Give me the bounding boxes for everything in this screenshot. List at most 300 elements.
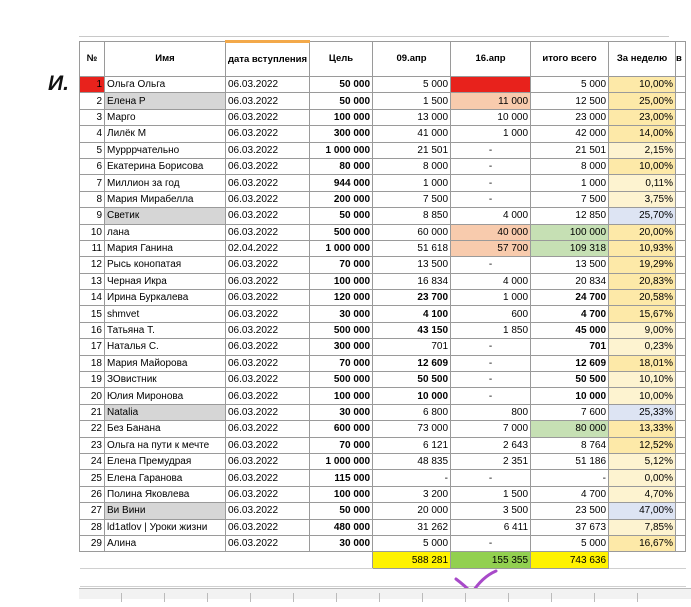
row-extra[interactable] [676, 77, 686, 93]
row-apr16[interactable]: - [451, 339, 531, 355]
row-extra[interactable] [676, 273, 686, 289]
row-week-pct[interactable]: 25,33% [609, 404, 676, 420]
row-week-pct[interactable]: 23,00% [609, 109, 676, 125]
left-label: И. [48, 72, 69, 95]
row-extra[interactable] [676, 535, 686, 551]
row-apr09[interactable]: 6 121 [373, 437, 451, 453]
row-goal[interactable]: 100 000 [310, 486, 373, 502]
row-goal[interactable]: 1 000 000 [310, 240, 373, 256]
row-extra[interactable] [676, 470, 686, 486]
row-goal[interactable]: 200 000 [310, 191, 373, 207]
row-goal[interactable]: 50 000 [310, 77, 373, 93]
row-goal[interactable]: 100 000 [310, 109, 373, 125]
row-apr09[interactable]: 1 000 [373, 175, 451, 191]
row-apr09[interactable]: 51 618 [373, 240, 451, 256]
row-extra[interactable] [676, 257, 686, 273]
row-number[interactable]: 21 [80, 404, 105, 420]
table-row [80, 142, 686, 158]
row-week-pct[interactable]: 19,29% [609, 257, 676, 273]
row-name[interactable]: Алина [105, 535, 226, 551]
row-goal[interactable]: 100 000 [310, 273, 373, 289]
row-apr16[interactable]: 4 000 [451, 208, 531, 224]
row-apr16[interactable]: - [451, 142, 531, 158]
row-week-pct[interactable]: 20,00% [609, 224, 676, 240]
row-date[interactable]: 06.03.2022 [226, 158, 310, 174]
row-week-pct[interactable]: 3,75% [609, 191, 676, 207]
row-total[interactable]: - [531, 470, 609, 486]
row-goal[interactable]: 100 000 [310, 388, 373, 404]
row-total[interactable]: 4 700 [531, 486, 609, 502]
row-apr09[interactable]: 20 000 [373, 503, 451, 519]
header-name[interactable]: Имя [105, 42, 226, 77]
row-number[interactable]: 6 [80, 158, 105, 174]
table-row [80, 93, 686, 109]
row-week-pct[interactable]: 25,70% [609, 208, 676, 224]
row-date[interactable]: 06.03.2022 [226, 93, 310, 109]
row-number[interactable]: 25 [80, 470, 105, 486]
table-row [80, 322, 686, 338]
row-total[interactable]: 5 000 [531, 77, 609, 93]
row-goal[interactable]: 70 000 [310, 437, 373, 453]
row-apr09[interactable]: 12 609 [373, 355, 451, 371]
row-apr09[interactable]: 23 700 [373, 290, 451, 306]
row-extra[interactable] [676, 142, 686, 158]
row-date[interactable]: 06.03.2022 [226, 421, 310, 437]
row-name[interactable]: Ви Вини [105, 503, 226, 519]
row-apr16[interactable]: 57 700 [451, 240, 531, 256]
table-row [80, 339, 686, 355]
row-number[interactable]: 12 [80, 257, 105, 273]
row-date[interactable]: 06.03.2022 [226, 126, 310, 142]
row-extra[interactable] [676, 322, 686, 338]
row-date[interactable]: 06.03.2022 [226, 77, 310, 93]
row-goal[interactable]: 30 000 [310, 535, 373, 551]
row-name[interactable]: Елена Гаранова [105, 470, 226, 486]
row-name[interactable]: Ольга на пути к мечте [105, 437, 226, 453]
row-number[interactable]: 20 [80, 388, 105, 404]
row-week-pct[interactable]: 2,15% [609, 142, 676, 158]
row-date[interactable]: 06.03.2022 [226, 142, 310, 158]
row-apr09[interactable]: 31 262 [373, 519, 451, 535]
row-name[interactable]: ЗОвистник [105, 372, 226, 388]
row-number[interactable]: 19 [80, 372, 105, 388]
row-date[interactable]: 06.03.2022 [226, 470, 310, 486]
row-extra[interactable] [676, 126, 686, 142]
row-name[interactable]: Ирина Буркалева [105, 290, 226, 306]
row-name[interactable]: Natalia [105, 404, 226, 420]
row-date[interactable]: 06.03.2022 [226, 372, 310, 388]
row-total[interactable]: 80 000 [531, 421, 609, 437]
row-week-pct[interactable]: 10,93% [609, 240, 676, 256]
row-total[interactable]: 42 000 [531, 126, 609, 142]
row-date[interactable]: 02.04.2022 [226, 240, 310, 256]
row-date[interactable]: 06.03.2022 [226, 503, 310, 519]
row-name[interactable]: Лилёк М [105, 126, 226, 142]
row-date[interactable]: 06.03.2022 [226, 208, 310, 224]
row-date[interactable]: 06.03.2022 [226, 339, 310, 355]
row-apr09[interactable]: 8 850 [373, 208, 451, 224]
header-apr16[interactable]: 16.апр [451, 42, 531, 77]
row-apr09[interactable]: 73 000 [373, 421, 451, 437]
row-goal[interactable]: 70 000 [310, 257, 373, 273]
row-week-pct[interactable]: 15,67% [609, 306, 676, 322]
row-goal[interactable]: 300 000 [310, 126, 373, 142]
row-total[interactable]: 701 [531, 339, 609, 355]
row-number[interactable]: 16 [80, 322, 105, 338]
row-week-pct[interactable]: 4,70% [609, 486, 676, 502]
row-goal[interactable]: 500 000 [310, 372, 373, 388]
row-number[interactable]: 24 [80, 453, 105, 469]
row-week-pct[interactable]: 9,00% [609, 322, 676, 338]
row-total[interactable]: 7 600 [531, 404, 609, 420]
row-name[interactable]: Мария Майорова [105, 355, 226, 371]
row-apr16[interactable]: 11 000 [451, 93, 531, 109]
row-total[interactable]: 23 500 [531, 503, 609, 519]
row-name[interactable]: Марго [105, 109, 226, 125]
row-apr16[interactable]: 2 351 [451, 453, 531, 469]
row-apr09[interactable]: 701 [373, 339, 451, 355]
row-extra[interactable] [676, 503, 686, 519]
row-goal[interactable]: 80 000 [310, 158, 373, 174]
row-extra[interactable] [676, 339, 686, 355]
row-apr16[interactable]: 1 000 [451, 126, 531, 142]
row-apr16[interactable]: - [451, 158, 531, 174]
row-total[interactable]: 12 850 [531, 208, 609, 224]
row-apr16[interactable]: 1 500 [451, 486, 531, 502]
totals-row [80, 552, 686, 568]
row-number[interactable]: 8 [80, 191, 105, 207]
row-goal[interactable]: 120 000 [310, 290, 373, 306]
blank-row [80, 568, 686, 586]
row-date[interactable]: 06.03.2022 [226, 355, 310, 371]
row-name[interactable]: Юлия Миронова [105, 388, 226, 404]
row-apr09[interactable]: 10 000 [373, 388, 451, 404]
row-apr16[interactable]: - [451, 355, 531, 371]
row-extra[interactable] [676, 404, 686, 420]
row-goal[interactable]: 70 000 [310, 355, 373, 371]
row-number[interactable]: 15 [80, 306, 105, 322]
row-date[interactable]: 06.03.2022 [226, 322, 310, 338]
row-apr09[interactable]: 13 500 [373, 257, 451, 273]
row-apr09[interactable]: 4 100 [373, 306, 451, 322]
row-week-pct[interactable]: 13,33% [609, 421, 676, 437]
table-row [80, 240, 686, 256]
row-number[interactable]: 27 [80, 503, 105, 519]
row-extra[interactable] [676, 519, 686, 535]
row-name[interactable]: Мария Ганина [105, 240, 226, 256]
row-name[interactable]: Мария Мирабелла [105, 191, 226, 207]
row-apr16[interactable]: 10 000 [451, 109, 531, 125]
total-apr16[interactable]: 155 355 [451, 552, 531, 568]
row-name[interactable]: Татьяна Т. [105, 322, 226, 338]
table-row [80, 175, 686, 191]
row-extra[interactable] [676, 388, 686, 404]
row-number[interactable]: 5 [80, 142, 105, 158]
table-row [80, 503, 686, 519]
row-name[interactable]: shmvet [105, 306, 226, 322]
row-total[interactable]: 100 000 [531, 224, 609, 240]
spreadsheet [79, 40, 686, 587]
row-week-pct[interactable]: 18,01% [609, 355, 676, 371]
row-apr16[interactable]: 1 000 [451, 290, 531, 306]
row-date[interactable]: 06.03.2022 [226, 535, 310, 551]
row-total[interactable]: 8 764 [531, 437, 609, 453]
row-date[interactable]: 06.03.2022 [226, 290, 310, 306]
row-total[interactable]: 12 500 [531, 93, 609, 109]
row-date[interactable]: 06.03.2022 [226, 388, 310, 404]
row-number[interactable]: 10 [80, 224, 105, 240]
row-apr09[interactable]: 21 501 [373, 142, 451, 158]
row-date[interactable]: 06.03.2022 [226, 257, 310, 273]
row-name[interactable]: Наталья С. [105, 339, 226, 355]
row-week-pct[interactable]: 20,83% [609, 273, 676, 289]
row-number[interactable]: 1 [80, 77, 105, 93]
row-date[interactable]: 06.03.2022 [226, 404, 310, 420]
row-apr16[interactable]: 600 [451, 306, 531, 322]
row-apr16[interactable]: 40 000 [451, 224, 531, 240]
row-extra[interactable] [676, 109, 686, 125]
row-number[interactable]: 18 [80, 355, 105, 371]
row-extra[interactable] [676, 421, 686, 437]
row-extra[interactable] [676, 437, 686, 453]
row-apr16[interactable]: - [451, 372, 531, 388]
row-total[interactable]: 51 186 [531, 453, 609, 469]
row-number[interactable]: 4 [80, 126, 105, 142]
table-row [80, 404, 686, 420]
row-apr09[interactable]: 13 000 [373, 109, 451, 125]
row-number[interactable]: 2 [80, 93, 105, 109]
row-apr09[interactable]: 5 000 [373, 535, 451, 551]
table-row [80, 437, 686, 453]
row-extra[interactable] [676, 224, 686, 240]
row-extra[interactable] [676, 290, 686, 306]
total-apr09[interactable]: 588 281 [373, 552, 451, 568]
row-goal[interactable]: 600 000 [310, 421, 373, 437]
row-apr16[interactable]: 4 000 [451, 273, 531, 289]
row-total[interactable]: 8 000 [531, 158, 609, 174]
header-total[interactable]: итого всего [531, 42, 609, 77]
results-table [79, 40, 686, 587]
row-week-pct[interactable]: 0,11% [609, 175, 676, 191]
table-row [80, 257, 686, 273]
row-week-pct[interactable]: 0,23% [609, 339, 676, 355]
row-week-pct[interactable]: 10,10% [609, 372, 676, 388]
table-row [80, 486, 686, 502]
row-apr09[interactable]: 50 500 [373, 372, 451, 388]
row-goal[interactable]: 50 000 [310, 93, 373, 109]
row-date[interactable]: 06.03.2022 [226, 486, 310, 502]
row-apr09[interactable]: 3 200 [373, 486, 451, 502]
row-total[interactable]: 109 318 [531, 240, 609, 256]
row-total[interactable]: 5 000 [531, 535, 609, 551]
table-row [80, 158, 686, 174]
row-number[interactable]: 17 [80, 339, 105, 355]
row-number[interactable]: 29 [80, 535, 105, 551]
header-week[interactable]: За неделю [609, 42, 676, 77]
row-date[interactable]: 06.03.2022 [226, 519, 310, 535]
row-apr16[interactable]: - [451, 191, 531, 207]
row-number[interactable]: 13 [80, 273, 105, 289]
row-week-pct[interactable]: 10,00% [609, 158, 676, 174]
header-date[interactable]: дата вступления [226, 42, 310, 77]
row-number[interactable]: 11 [80, 240, 105, 256]
row-number[interactable]: 22 [80, 421, 105, 437]
row-apr16[interactable]: - [451, 175, 531, 191]
row-name[interactable]: Мурррчательно [105, 142, 226, 158]
row-goal[interactable]: 50 000 [310, 208, 373, 224]
row-week-pct[interactable]: 12,52% [609, 437, 676, 453]
row-total[interactable]: 7 500 [531, 191, 609, 207]
row-extra[interactable] [676, 486, 686, 502]
row-name[interactable]: Екатерина Борисова [105, 158, 226, 174]
row-apr16[interactable]: - [451, 388, 531, 404]
row-apr09[interactable]: 48 835 [373, 453, 451, 469]
row-apr16[interactable]: 3 500 [451, 503, 531, 519]
row-date[interactable]: 06.03.2022 [226, 306, 310, 322]
row-name[interactable]: Без Банана [105, 421, 226, 437]
row-extra[interactable] [676, 93, 686, 109]
row-number[interactable]: 7 [80, 175, 105, 191]
row-apr09[interactable]: 8 000 [373, 158, 451, 174]
header-row [80, 42, 686, 77]
table-row [80, 208, 686, 224]
header-extra[interactable]: в [676, 42, 686, 77]
row-apr09[interactable]: 7 500 [373, 191, 451, 207]
table-row [80, 372, 686, 388]
row-number[interactable]: 26 [80, 486, 105, 502]
row-extra[interactable] [676, 191, 686, 207]
row-apr09[interactable]: 60 000 [373, 224, 451, 240]
row-name[interactable]: Полина Яковлева [105, 486, 226, 502]
row-goal[interactable]: 1 000 000 [310, 453, 373, 469]
header-goal[interactable]: Цель [310, 42, 373, 77]
row-name[interactable]: Черная Икра [105, 273, 226, 289]
table-row [80, 388, 686, 404]
row-apr09[interactable]: 5 000 [373, 77, 451, 93]
row-name[interactable]: Елена Р [105, 93, 226, 109]
row-week-pct[interactable]: 14,00% [609, 126, 676, 142]
row-goal[interactable]: 944 000 [310, 175, 373, 191]
row-week-pct[interactable]: 5,12% [609, 453, 676, 469]
row-extra[interactable] [676, 372, 686, 388]
row-apr16[interactable]: - [451, 257, 531, 273]
row-number[interactable]: 14 [80, 290, 105, 306]
row-goal[interactable]: 1 000 000 [310, 142, 373, 158]
row-week-pct[interactable]: 47,00% [609, 503, 676, 519]
header-apr09[interactable]: 09.апр [373, 42, 451, 77]
row-apr09[interactable]: 16 834 [373, 273, 451, 289]
row-extra[interactable] [676, 158, 686, 174]
row-extra[interactable] [676, 208, 686, 224]
row-date[interactable]: 06.03.2022 [226, 453, 310, 469]
row-goal[interactable]: 50 000 [310, 503, 373, 519]
row-total[interactable]: 37 673 [531, 519, 609, 535]
row-extra[interactable] [676, 240, 686, 256]
row-week-pct[interactable]: 10,00% [609, 77, 676, 93]
row-date[interactable]: 06.03.2022 [226, 175, 310, 191]
row-name[interactable]: Елена Премудрая [105, 453, 226, 469]
table-row [80, 453, 686, 469]
row-apr16[interactable]: - [451, 535, 531, 551]
table-row [80, 109, 686, 125]
row-apr09[interactable]: 43 150 [373, 322, 451, 338]
row-extra[interactable] [676, 453, 686, 469]
row-total[interactable]: 24 700 [531, 290, 609, 306]
row-total[interactable]: 1 000 [531, 175, 609, 191]
row-total[interactable]: 21 501 [531, 142, 609, 158]
row-number[interactable]: 28 [80, 519, 105, 535]
row-goal[interactable]: 500 000 [310, 224, 373, 240]
row-extra[interactable] [676, 306, 686, 322]
row-apr16[interactable] [451, 77, 531, 93]
header-num[interactable]: № [80, 42, 105, 77]
row-goal[interactable]: 500 000 [310, 322, 373, 338]
row-apr09[interactable]: - [373, 470, 451, 486]
row-name[interactable]: ld1atlov | Уроки жизни [105, 519, 226, 535]
row-week-pct[interactable]: 10,00% [609, 388, 676, 404]
table-row [80, 191, 686, 207]
sheet-tab-bar[interactable] [79, 588, 691, 599]
table-row [80, 273, 686, 289]
row-number[interactable]: 9 [80, 208, 105, 224]
row-name[interactable]: Рысь конопатая [105, 257, 226, 273]
row-date[interactable]: 06.03.2022 [226, 273, 310, 289]
row-extra[interactable] [676, 175, 686, 191]
row-date[interactable]: 06.03.2022 [226, 109, 310, 125]
row-apr16[interactable]: 6 411 [451, 519, 531, 535]
row-total[interactable]: 50 500 [531, 372, 609, 388]
row-total[interactable]: 23 000 [531, 109, 609, 125]
row-apr16[interactable]: 800 [451, 404, 531, 420]
row-total[interactable]: 13 500 [531, 257, 609, 273]
row-date[interactable]: 06.03.2022 [226, 224, 310, 240]
row-apr16[interactable]: 7 000 [451, 421, 531, 437]
row-total[interactable]: 12 609 [531, 355, 609, 371]
row-week-pct[interactable]: 0,00% [609, 470, 676, 486]
row-week-pct[interactable]: 16,67% [609, 535, 676, 551]
row-total[interactable]: 10 000 [531, 388, 609, 404]
row-week-pct[interactable]: 25,00% [609, 93, 676, 109]
row-number[interactable]: 23 [80, 437, 105, 453]
row-goal[interactable]: 115 000 [310, 470, 373, 486]
row-goal[interactable]: 30 000 [310, 404, 373, 420]
row-apr16[interactable]: 2 643 [451, 437, 531, 453]
table-row [80, 355, 686, 371]
row-goal[interactable]: 30 000 [310, 306, 373, 322]
row-total[interactable]: 4 700 [531, 306, 609, 322]
row-apr09[interactable]: 6 800 [373, 404, 451, 420]
row-goal[interactable]: 300 000 [310, 339, 373, 355]
row-week-pct[interactable]: 20,58% [609, 290, 676, 306]
row-total[interactable]: 20 834 [531, 273, 609, 289]
row-name[interactable]: Светик [105, 208, 226, 224]
total-all[interactable]: 743 636 [531, 552, 609, 568]
row-name[interactable]: Ольга Ольга [105, 77, 226, 93]
row-extra[interactable] [676, 355, 686, 371]
row-name[interactable]: лана [105, 224, 226, 240]
row-goal[interactable]: 480 000 [310, 519, 373, 535]
row-total[interactable]: 45 000 [531, 322, 609, 338]
row-date[interactable]: 06.03.2022 [226, 191, 310, 207]
row-date[interactable]: 06.03.2022 [226, 437, 310, 453]
row-apr09[interactable]: 41 000 [373, 126, 451, 142]
row-week-pct[interactable]: 7,85% [609, 519, 676, 535]
row-apr16[interactable]: 1 850 [451, 322, 531, 338]
row-number[interactable]: 3 [80, 109, 105, 125]
row-apr16[interactable]: - [451, 470, 531, 486]
row-apr09[interactable]: 1 500 [373, 93, 451, 109]
row-name[interactable]: Миллион за год [105, 175, 226, 191]
